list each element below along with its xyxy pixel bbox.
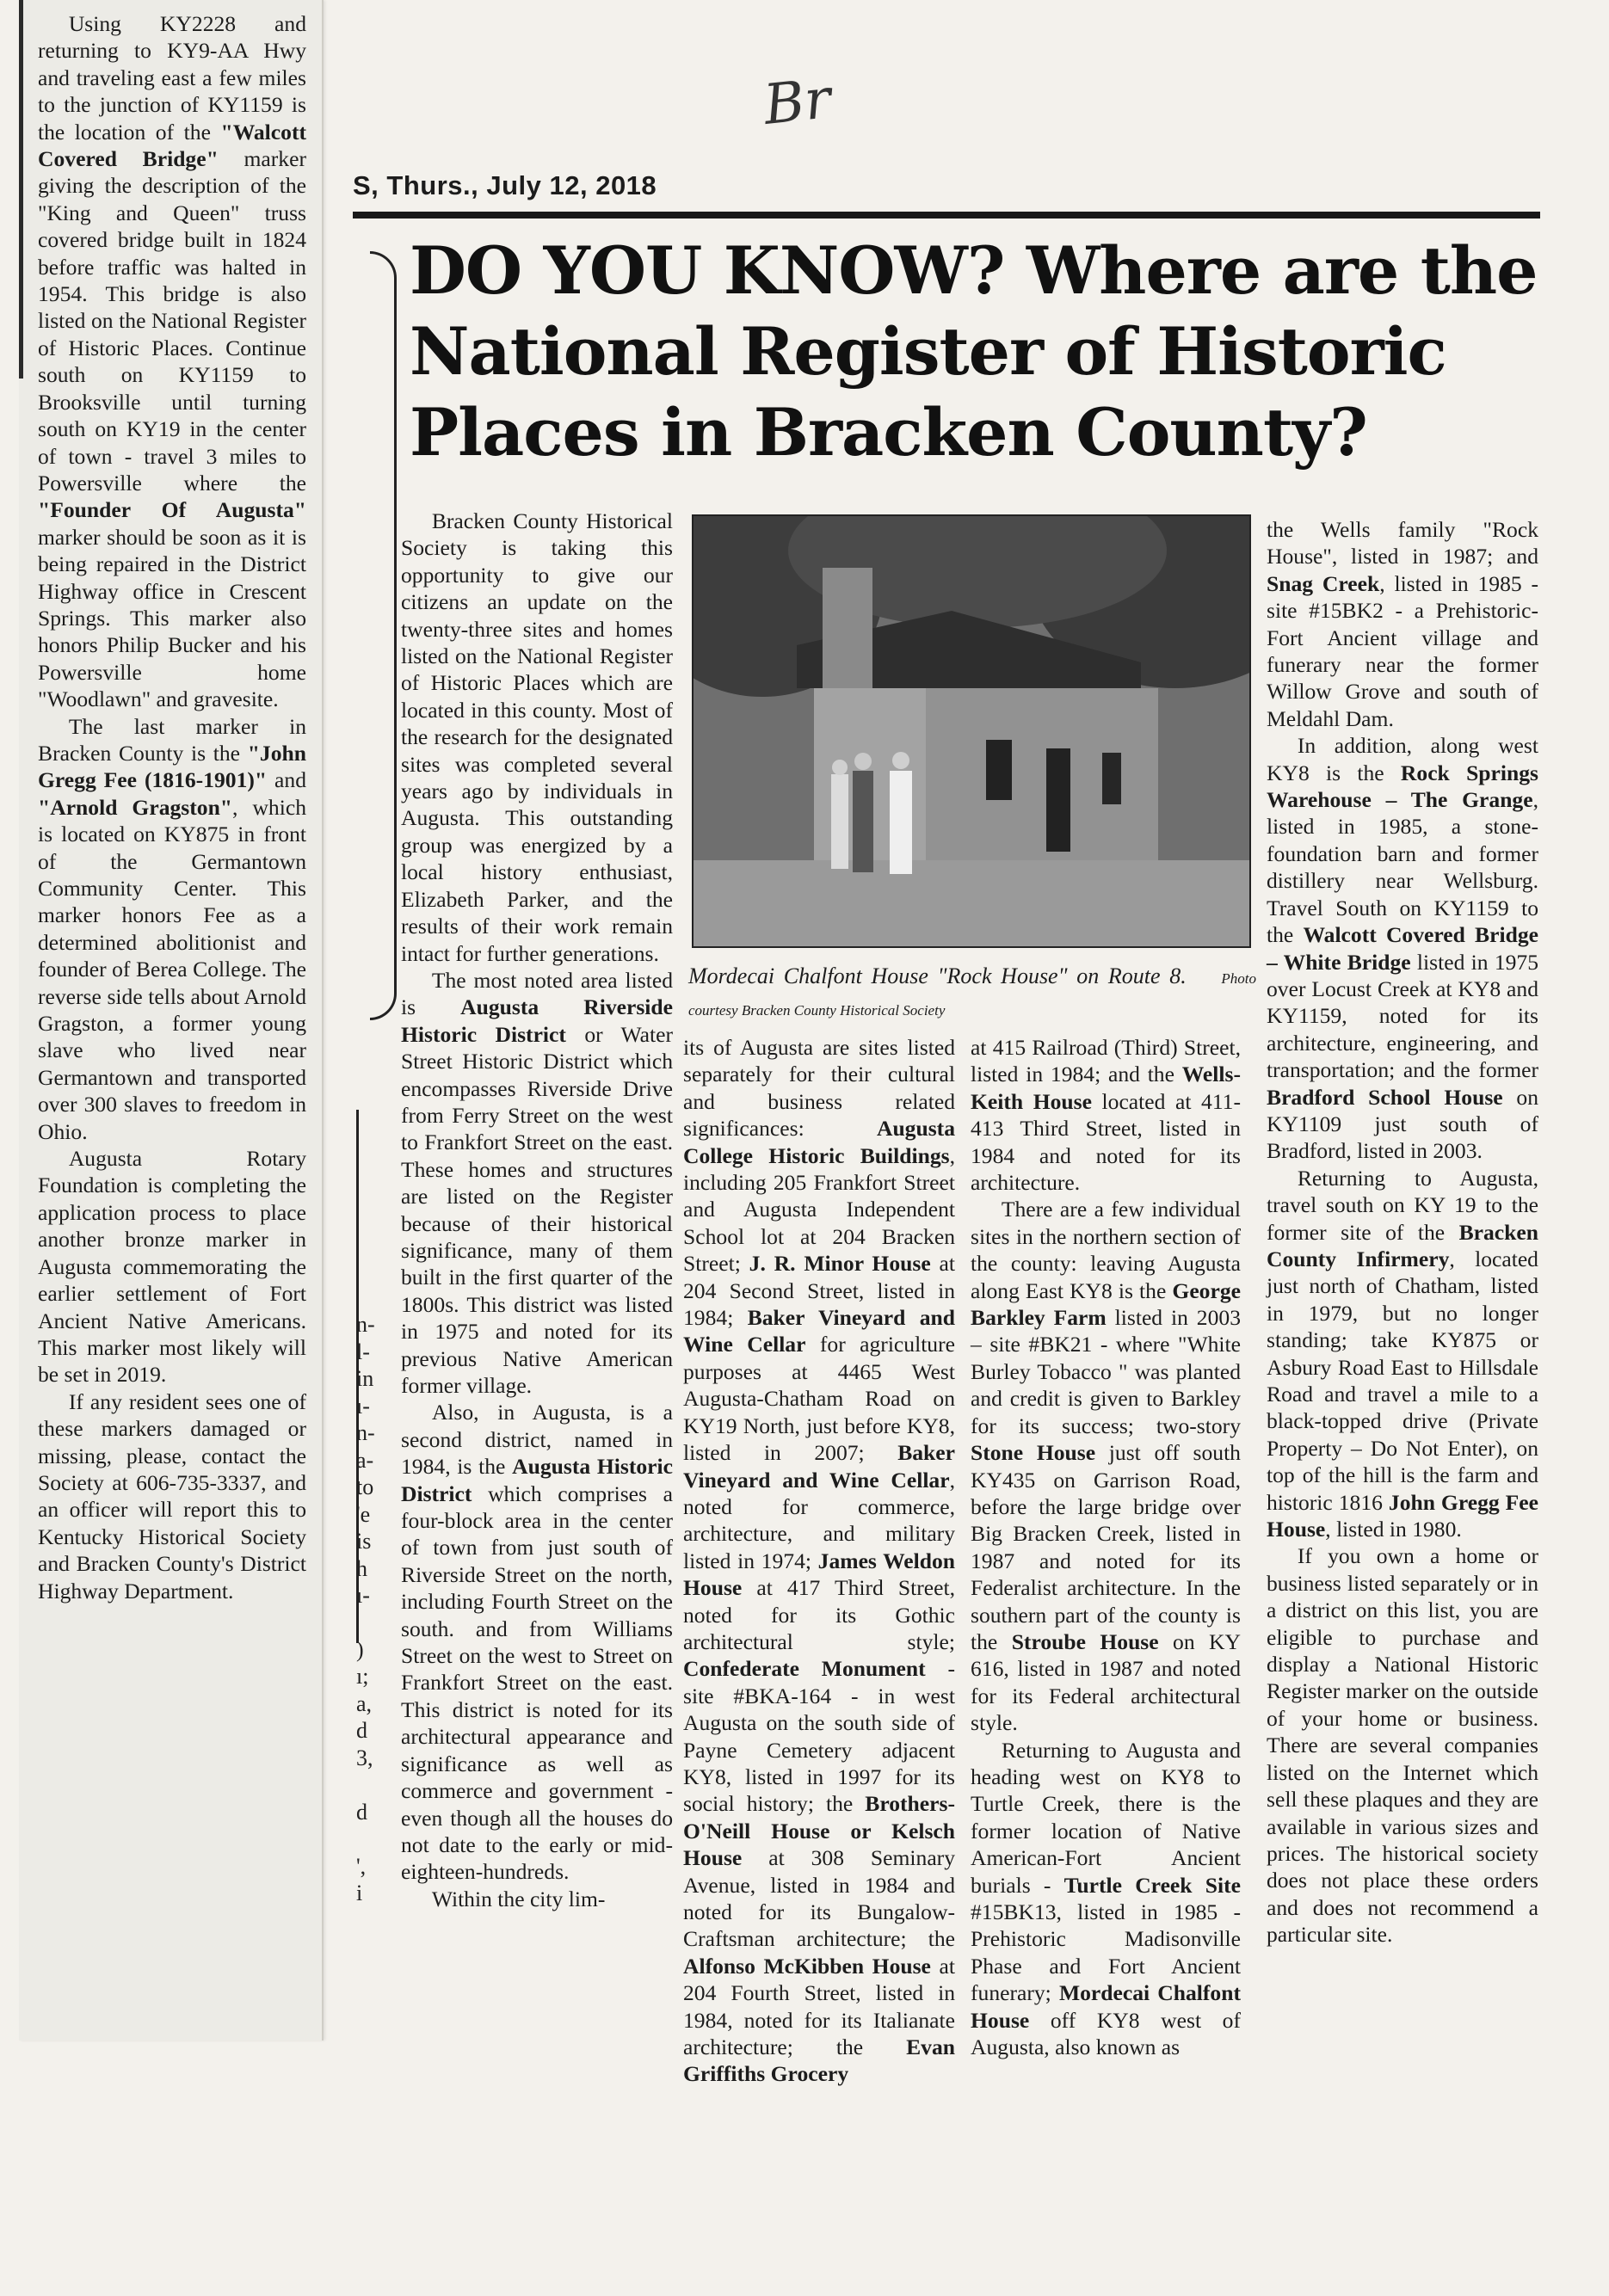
fragment: ı- xyxy=(356,1394,370,1419)
fragment: i xyxy=(356,1881,363,1905)
handwritten-note: Br xyxy=(761,67,835,138)
photo-caption xyxy=(688,962,1256,1025)
clipping-column: Using KY2228 and returning to KY9-AA Hwy and traveling east a few miles to the junction of KY1159 is the location of the "Walcott Covered Bridge" marker giving the description of the "King and Queen" truss covered bridge built in 1824 before traffic was halted in 1954. This bridge is also listed on the National Register of Historic Places. Continue south on KY1159 to Brooksville until turning south on KY19 in the center of town - travel 3 miles to Powersville where the "Founder Of Augusta" marker should be soon as it is being repaired in the District Highway office in Crescent Springs. This marker also honors Philip Bucker and his Powersville home "Woodlawn" and gravesite. The last marker in Bracken County is the "John Gregg Fee (1816-1901)" and "Arnold Gragston", which is located on KY875 in front of the Germantown Community Center. This marker honors Fee as a determined abolitionist and founder of Berea College. The reverse side tells about Arnold Gragston, a former young slave who lived near Germantown and transported over 300 slaves to freedom in Ohio. Augusta Rotary Foundation is completing the application process to place another bronze marker in Augusta commemorating the earlier settlement of Fort Ancient Native Americans. This marker most likely will be set in 2019. If any resident sees one of these markers damaged or missing, please, contact the Society at 606-735-3337, and an officer will report this to Kentucky Historical Society and Bracken County's District Highway Department. xyxy=(38,11,306,1604)
article-column-2: its of Augusta are sites listed separately for their cultural and business related significances: Augusta College Historic Buildings, including 205 Frankfort Street and Augusta Independent School lot at 204 Bracken Street; J. R. Minor House at 204 Second Street, listed in 1984; Baker Vineyard and Wine Cellar for agriculture purposes at 4465 West Augusta-Chatham Road on KY19 North, just before KY8, listed in 2007; Baker Vineyard and Wine Cellar, noted for commerce, architecture, and military listed in 1974; James Weldon House at 417 Third Street, noted for its Gothic architectural style; Confederate Monument - site #BKA-164 - in west Augusta on the south side of Payne Cemetery adjacent KY8, listed in 1997 for its social history; the Brothers-O'Neill House or Kelsch House at 308 Seminary Avenue, listed in 1984 and noted for its Bungalow-Craftsman architecture; the Alfonso McKibben House at 204 Fourth Street, listed in 1984, noted for its Italianate architecture; the Evan Griffiths Grocery xyxy=(683,1035,956,2087)
fragment: n- xyxy=(356,1312,375,1337)
fragment: ', xyxy=(356,1854,367,1879)
fragment: 'e xyxy=(356,1502,371,1527)
article-column-1: Bracken County Historical Society is taking this opportunity to give our citizens an update on the twenty-three sites and homes listed on the National Register of Historic Places which are located in this county. Most of the research for the designated sites was completed several years ago by individuals in Augusta. This outstanding group was energized by a local history enthusiast, Elizabeth Parker, and the results of their work remain intact for further generations. The most noted area listed is Augusta Riverside Historic District or Water Street Historic District which encompasses Riverside Drive from Ferry Street on the west to Frankfort Street on the east. These homes and structures are listed on the Register because of their historical significance, many of them built in the first quarter of the 1800s. This district was listed in 1975 and noted for its previous Native American former village. Also, in Augusta, is a second district, named in 1984, is the Augusta Historic District which comprises a four-block area in the center of town from just south of Riverside Street on the north, including Fourth Street on the south. and from Williams Street on the west to Street on Frankfort Street on the east. This district is noted for its architectural appearance and significance as well as commerce and government - even though all the houses do not date to the early or mid-eighteen-hundreds. Within the city lim- xyxy=(401,508,673,1911)
fragment: l- xyxy=(356,1339,370,1364)
fragment: ı- xyxy=(356,1583,370,1608)
fragment: n- xyxy=(356,1420,375,1445)
clipping-edge-bar xyxy=(19,0,23,379)
house-photo xyxy=(692,514,1251,948)
fragment: is xyxy=(356,1529,372,1554)
headline: DO YOU KNOW? Where are the National Register of Historic Places in Bracken County? xyxy=(410,232,1538,471)
fragment: d xyxy=(356,1718,367,1743)
fragment: to xyxy=(356,1474,374,1499)
headline-bracket xyxy=(370,251,397,1020)
fragment: a- xyxy=(356,1448,374,1473)
stone-house-image xyxy=(694,516,1249,946)
fragment: h xyxy=(356,1556,367,1581)
header-rule xyxy=(353,212,1540,219)
fragment: d xyxy=(356,1800,367,1825)
article-column-3: at 415 Railroad (Third) Street, listed in 1984; and the Wells-Keith House located at 411-413 Third Street, listed in 1984 and noted for its architecture. There are a few individual sites in the northern section of the county: leaving Augusta along East KY8 is the George Barkley Farm listed in 2003 – site #BK21 - where "White Burley Tobacco " was planted and credit is given to Barkley for its success; two-story Stone House just off south KY435 on Garrison Road, before the large bridge over Big Bracken Creek, listed in 1987 and noted for its Federalist architecture. In the southern part of the county is the Stroube House on KY 616, listed in 1987 and noted for its Federal architectural style. Returning to Augusta and heading west on KY8 to Turtle Creek, there is the former location of Native American-Fort Ancient burials - Turtle Creek Site #15BK13, listed in 1985 - Prehistoric Madisonville Phase and Fort Ancient funerary; Mordecai Chalfont House off KY8 west of Augusta, also known as xyxy=(971,1035,1241,2060)
article-column-4: the Wells family "Rock House", listed in 1987; and Snag Creek, listed in 1985 - site #15BK2 - a Prehistoric-Fort Ancient village and funerary near the former Willow Grove and south of Meldahl Dam. In addition, along west KY8 is the Rock Springs Warehouse – The Grange, listed in 1985, a stone-foundation barn and former distillery near Wellsburg. Travel South on KY1159 to the Walcott Covered Bridge – White Bridge listed in 1975 over Locust Creek at KY8 and KY1159, noted for its architecture, engineering, and transportation; and the former Bradford School House on KY1109 just south of Bradford, listed in 2003. Returning to Augusta, travel south on KY 19 to the former site of the Bracken County Infirmery, located just north of Chatham, listed in 1979, but no longer standing; take KY875 or Asbury Road East to Hillsdale Road and travel a mile to a black-topped drive (Private Property – Do Not Enter), on top of the hill is the farm and historic 1816 John Gregg Fee House, listed in 1980. If you own a home or business listed separately or in a district on this list, you are eligible to purchase and display a National Historic Register marker on the outside of your home or business. There are several companies listed on the Internet which sell these plaques and they are available in various sizes and prices. The historical society does not place these orders and does not recommend a particular site. xyxy=(1267,517,1539,1948)
fragment: in xyxy=(356,1366,374,1391)
fragment: a, xyxy=(356,1691,373,1716)
fragment: ı; xyxy=(356,1664,369,1689)
caption-text: Mordecai Chalfont House "Rock House" on Route 8. xyxy=(688,963,1187,988)
photo-credit: Photo courtesy Bracken County Historical Society xyxy=(688,970,1256,1019)
dateline: S, Thurs., July 12, 2018 xyxy=(353,170,657,200)
fragment: 3, xyxy=(356,1745,373,1770)
fragment: ) xyxy=(356,1637,364,1662)
